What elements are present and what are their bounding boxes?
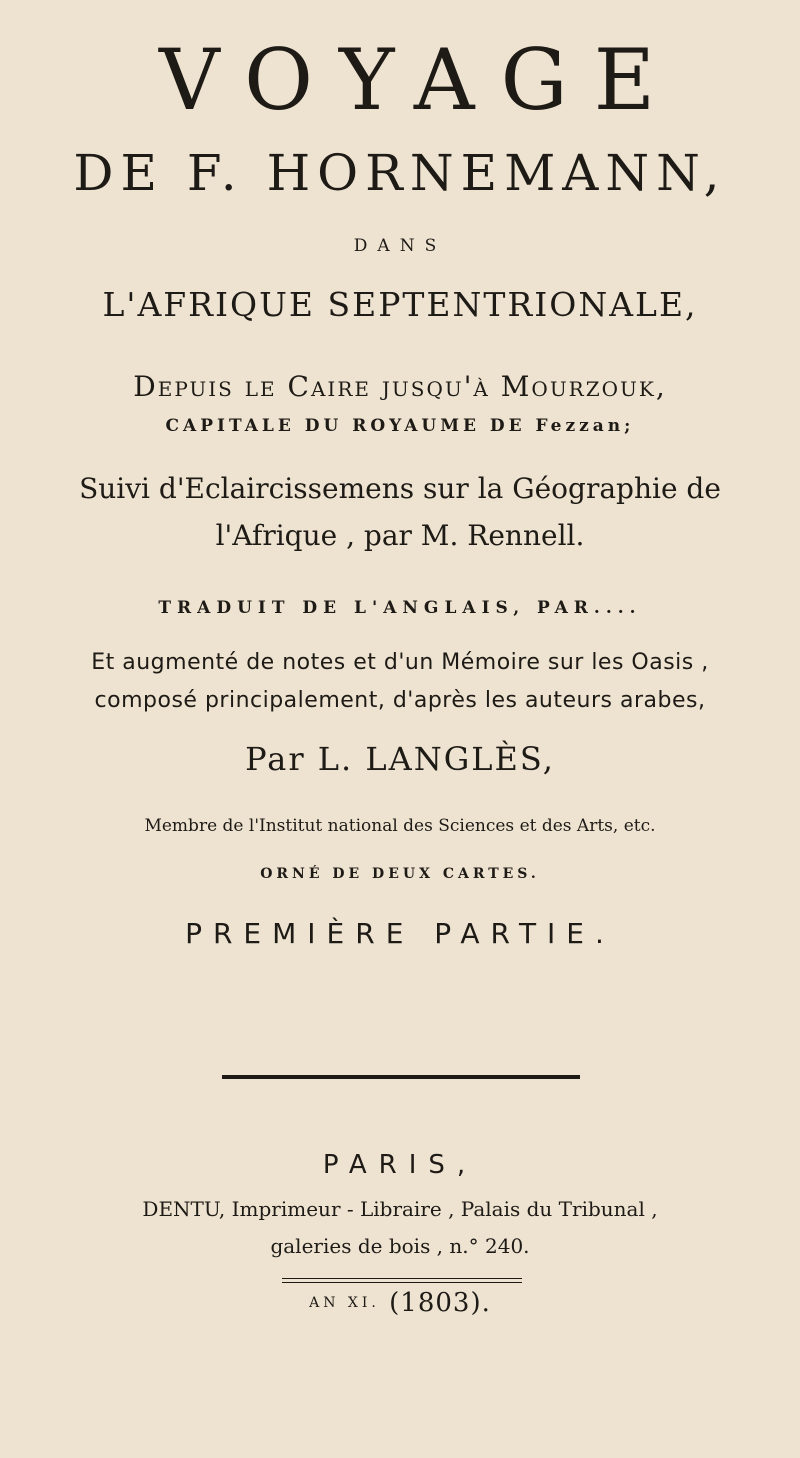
imprint-address: galeries de bois , n.° 240. bbox=[270, 1234, 530, 1258]
title-author: DE F. HORNEMANN, bbox=[73, 144, 727, 202]
traduit-line: TRADUIT DE L'ANGLAIS, PAR.... bbox=[158, 598, 642, 618]
author-membership: Membre de l'Institut national des Sciences et des Arts, etc. bbox=[144, 816, 656, 836]
augmente-line-2: composé principalement, d'après les auteurs arabes, bbox=[94, 688, 706, 713]
augmente-line-1: Et augmenté de notes et d'un Mémoire sur les Oasis , bbox=[91, 650, 709, 675]
imprint-rule bbox=[282, 1278, 522, 1283]
suivi-line-1: Suivi d'Eclaircissemens sur la Géographie de bbox=[79, 472, 721, 505]
imprint-printer: DENTU, Imprimeur - Libraire , Palais du Tribunal , bbox=[142, 1197, 658, 1221]
title-dans: DANS bbox=[353, 236, 447, 256]
route-line-2: CAPITALE DU ROYAUME DE Fezzan; bbox=[165, 416, 635, 436]
orne-line: ORNÉ DE DEUX CARTES. bbox=[260, 866, 540, 882]
suivi-line-2: l'Afrique , par M. Rennell. bbox=[215, 519, 585, 552]
part-title: PREMIÈRE PARTIE. bbox=[185, 917, 615, 950]
divider-rule bbox=[222, 1075, 580, 1079]
imprint-year-value: (1803). bbox=[389, 1288, 491, 1318]
route-line-1: Depuis le Caire jusqu'à Mourzouk, bbox=[133, 370, 667, 403]
author-langles: Par L. LANGLÈS, bbox=[245, 740, 555, 778]
imprint-year bbox=[0, 1288, 800, 1318]
imprint-city: PARIS, bbox=[322, 1150, 478, 1180]
title-region: L'AFRIQUE SEPTENTRIONALE, bbox=[102, 285, 698, 324]
imprint-year-prefix: AN XI. bbox=[309, 1295, 380, 1311]
title-voyage: VOYAGE bbox=[158, 31, 682, 129]
